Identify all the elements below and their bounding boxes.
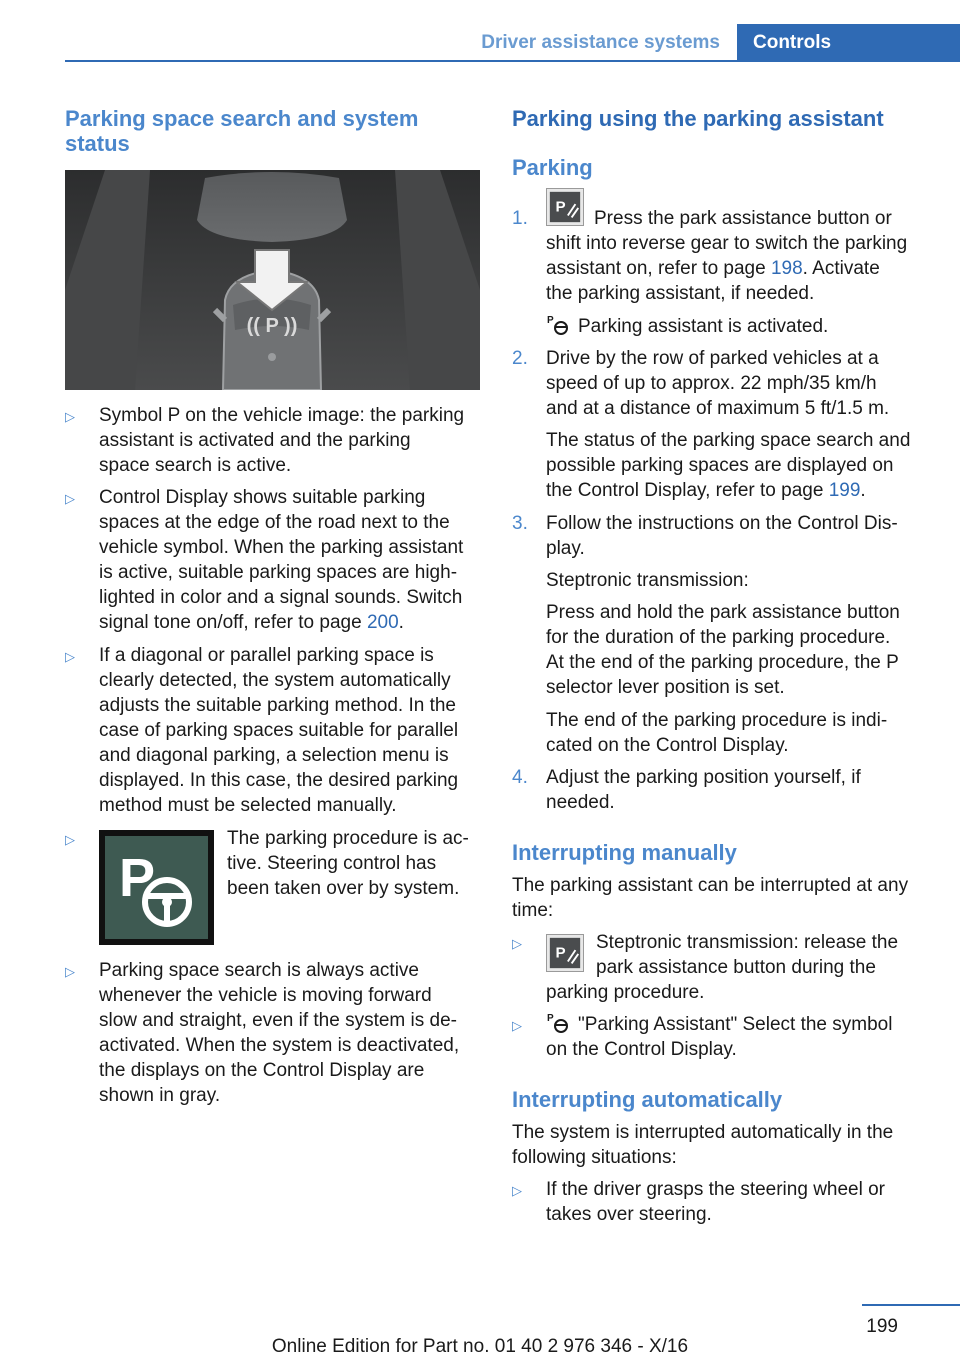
parking-assistant-glyph bbox=[546, 313, 570, 337]
park-assist-button-icon bbox=[546, 934, 584, 972]
right-heading: Parking using the parking assistant bbox=[512, 106, 884, 131]
left-bullet-4: The parking procedure is ac‐ tive. Steering control has been taken over by system. bbox=[227, 828, 469, 899]
step-2-refer-line: the Control Display, refer to page 199. bbox=[546, 480, 866, 501]
bullet-marker: ▷ bbox=[65, 409, 75, 424]
step-number: 3. bbox=[512, 513, 528, 534]
bullet-marker: ▷ bbox=[512, 1018, 522, 1033]
auto-intro: The system is interrupted automatically in the following situations: bbox=[512, 1122, 894, 1168]
bullet-marker: ▷ bbox=[65, 832, 75, 847]
left-bullet-5: Parking space search is always active whenever the vehicle is moving forward slow and straight, even if the system is de‐ activated. When the system is deactivated, the displays on the Control Display are shown in gray. bbox=[99, 960, 460, 1106]
parking-assistant-icon bbox=[546, 313, 570, 337]
parking-display-image bbox=[65, 170, 480, 390]
svg-text:P: P bbox=[547, 1013, 554, 1024]
step-3-steptronic: Steptronic transmission: bbox=[546, 570, 749, 591]
step-2-text: Drive by the row of parked vehicles at a speed of up to approx. 22 mph/35 km/h and at a distance of maximum 5 ft/1.5 m. bbox=[546, 348, 890, 419]
manual-bullet-2-top: "Parking Assistant" Select the symbol bbox=[578, 1014, 893, 1035]
signal-tone-line: signal tone on/off, refer to page 200. bbox=[99, 612, 404, 633]
step-3-text: Follow the instructions on the Control Dis‐ play. bbox=[546, 513, 898, 559]
step-number: 1. bbox=[512, 208, 528, 229]
subheading-interrupting-manually: Interrupting manually bbox=[512, 840, 737, 865]
manual-intro: The parking assistant can be interrupted at any time: bbox=[512, 875, 909, 921]
svg-text:(( P )): (( P )) bbox=[246, 315, 298, 337]
svg-text:P: P bbox=[555, 944, 566, 962]
page-number: 199 bbox=[866, 1316, 898, 1337]
bullet-marker: ▷ bbox=[65, 649, 75, 664]
manual-bullet-1-end: parking procedure. bbox=[546, 982, 705, 1003]
step-1-line-1: Press the park assistance button or bbox=[594, 208, 892, 229]
page-link-198[interactable]: 198 bbox=[770, 258, 803, 279]
bullet-marker: ▷ bbox=[512, 936, 522, 951]
svg-text:P: P bbox=[555, 198, 566, 216]
park-assist-button-icon bbox=[546, 188, 584, 226]
manual-bullet-2-end: on the Control Display. bbox=[546, 1039, 737, 1060]
step-1-text: shift into reverse gear to switch the parking assistant on, refer to page 198. Activate the parking assistant, if needed. bbox=[546, 233, 908, 304]
bullet-marker: ▷ bbox=[512, 1183, 522, 1198]
step-number: 2. bbox=[512, 348, 528, 369]
parking-assistant-icon bbox=[546, 1011, 570, 1035]
step-3-end: The end of the parking procedure is indi‐ cated on the Control Display. bbox=[546, 710, 888, 756]
park-assist-glyph bbox=[547, 189, 583, 225]
page-link-200[interactable]: 200 bbox=[366, 612, 399, 633]
step-1-refer-line: assistant on, refer to page 198. Activate bbox=[546, 258, 880, 279]
step-3-press-hold: Press and hold the park assistance button for the duration of the parking procedure. At the end of the parking procedure, the P selector lever position is set. bbox=[546, 602, 900, 698]
auto-bullet-1: If the driver grasps the steering wheel or takes over steering. bbox=[546, 1179, 886, 1225]
manual-bullet-1-top: Steptronic transmission: release the park assistance button during the bbox=[596, 932, 899, 978]
bullet-marker: ▷ bbox=[65, 964, 75, 979]
svg-text:P: P bbox=[119, 848, 156, 908]
header-section-title: Driver assistance systems bbox=[481, 32, 720, 53]
svg-text:P: P bbox=[547, 315, 554, 326]
step-number: 4. bbox=[512, 767, 528, 788]
edition-footer: Online Edition for Part no. 01 40 2 976 346 - X/16 bbox=[271, 1336, 689, 1357]
step-4-text: Adjust the parking position yourself, if needed. bbox=[546, 767, 861, 813]
vehicle-image-illustration bbox=[65, 170, 480, 390]
parking-steering-icon bbox=[99, 830, 214, 945]
left-bullet-3: If a diagonal or parallel parking space is clearly detected, the system automatically adjusts the suitable parking method. In the case of parking spaces suitable for parallel and diagonal parking, a selection menu is displayed. In this case, the desired parking method must be selected manually. bbox=[99, 645, 459, 816]
header-rule bbox=[65, 60, 960, 62]
subheading-parking: Parking bbox=[512, 155, 593, 180]
step-2-status: The status of the parking space search and possible parking spaces are displayed on the Control Display, refer to page 199. bbox=[546, 430, 911, 501]
left-bullet-2: Control Display shows suitable parking spaces at the edge of the road next to the vehicle symbol. When the parking assistant is active, suitable parking spaces are high‐ lighted in color and a signal sounds. Switch signal tone on/off, refer to page 200. bbox=[99, 487, 464, 633]
parking-active-icon bbox=[99, 830, 214, 945]
header-tab-controls: Controls bbox=[737, 24, 960, 62]
page-link-199[interactable]: 199 bbox=[828, 480, 861, 501]
left-bullet-1: Symbol P on the vehicle image: the parking assistant is activated and the parking space search is active. bbox=[99, 405, 465, 476]
step-1-activated: Parking assistant is activated. bbox=[578, 316, 829, 337]
subheading-interrupting-automatically: Interrupting automatically bbox=[512, 1087, 783, 1112]
parking-assistant-glyph bbox=[546, 1011, 570, 1035]
left-heading: Parking space search and system status bbox=[65, 106, 419, 156]
bullet-marker: ▷ bbox=[65, 491, 75, 506]
footer-rule bbox=[862, 1304, 960, 1306]
park-assist-glyph bbox=[547, 935, 583, 971]
